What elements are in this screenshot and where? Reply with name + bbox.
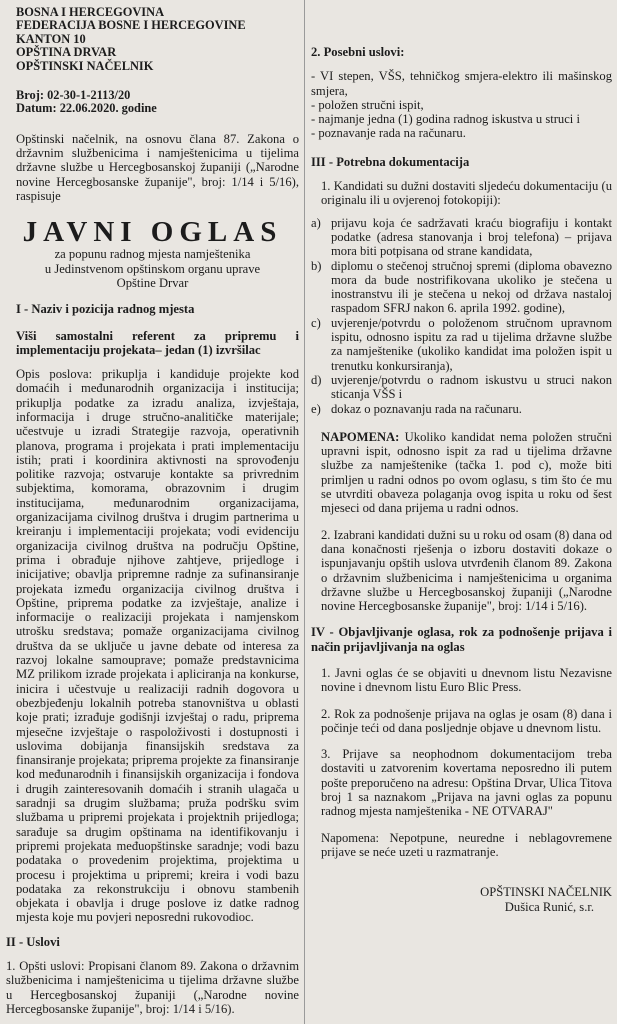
section-heading: IV - Objavljivanje oglasa, rok za podnošenje prijava i način prijavljivanja na oglas (311, 625, 612, 654)
notice-subtitle: Opštine Drvar (116, 275, 189, 290)
signature-name: Dušica Runić, s.r. (504, 899, 594, 914)
header-line: OPŠTINA DRVAR (16, 45, 117, 60)
section-heading: III - Potrebna dokumentacija (311, 154, 470, 169)
submission-paragraph: 3. Prijave sa neophodnom dokumentacijom treba dostaviti u zatvorenim kovertama neposredno ili putem pošte preporučeno na adresu: Opština Drvar, Ulica Titova broj 1 sa naznakom „Prijava na javni oglas za popunu radnog mjesta namještenika - NE OTVARAJ" (321, 747, 612, 819)
documents-list (311, 216, 612, 416)
list-item: - VI stepen, VŠS, tehničkog smjera-elektro ili mašinskog smjera, (311, 69, 612, 98)
header-line: FEDERACIJA BOSNE I HERCEGOVINE (16, 18, 246, 33)
list-item: - poznavanje rada na računaru. (311, 126, 466, 141)
special-conditions-heading: 2. Posebni uslovi: (311, 45, 405, 59)
special-conditions-list (311, 69, 612, 140)
list-item: - položen stručni ispit, (311, 97, 424, 112)
list-item: - najmanje jedna (1) godina radnog iskustva u struci i (311, 112, 580, 127)
list-item: c) uvjerenje/potvrdu o položenom stručnom upravnom ispitu, odnosno ispitu za rad u tijelima državne službe za namještenike (ukoliko kandidat ima položen ispit u trenutku konkursiranja), (311, 315, 612, 373)
intro-paragraph: Opštinski načelnik, na osnovu člana 87. Zakona o državnim službenicima i namještenicima u tijelima državne službe u Hercegbosanskoj županiji („Narodne novine Hercegbosanske županije", broj: 1/14 i 5/16), raspisuje (16, 131, 299, 204)
signature-block (311, 885, 612, 914)
publication-paragraph: 1. Javni oglas će se objaviti u dnevnom listu Nezavisne novine i dnevnom listu Euro Blic Press. (321, 665, 612, 695)
napomena-text: Ukoliko kandidat nema položen stručni upravni ispit, odnosno ispit za rad u tijelima državne službe za namještenike (tačka 1. pod c), može biti primljen u radni odnos po ovom oglasu, s tim što će mu se utvrditi obaveza polaganja ovog ispita u roku od šest mjeseci od dana prijema u radni odnos. (321, 429, 612, 516)
list-item: a) prijavu koja će sadržavati kraću biografiju i kontakt podatke (adresa stanovanja i broj telefona) – prijava mora biti potpisana od strane kandidata, (311, 215, 612, 259)
note-paragraph: Napomena: Nepotpune, neuredne i neblagovremene prijave se neće uzeti u razmatranje. (321, 830, 612, 859)
notice-subtitle: u Jedinstvenom opštinskom organu uprave (44, 261, 261, 276)
header-line: BOSNA I HERCEGOVINA (16, 5, 165, 19)
napomena-label: NAPOMENA: (321, 429, 400, 444)
header-line: OPŠTINSKI NAČELNIK (16, 58, 154, 73)
list-item: e) dokaz o poznavanju rada na računaru. (311, 401, 522, 416)
evidence-paragraph: 2. Izabrani kandidati dužni su u roku od osam (8) dana od dana konačnosti rješenja o izboru dostaviti dokaze o ispunjavanju opštih uslova utvrđenih članom 89. Zakona o državnim službenicima i namještenicima u organima državne službe u Hercegbosanskoj županiji („Narodne novine Hercegbosanske županije", broj: 1/14 i 5/16). (321, 527, 612, 614)
general-conditions: 1. Opšti uslovi: Propisani članom 89. Zakona o državnim službenicima i namještenicima u tijelima državne službe u Hercegbosanskoj županiji („Narodne novine Hercegbosanske županije", broj: 1/14 i 5/16). (6, 958, 299, 1016)
section-heading: II - Uslovi (6, 934, 60, 949)
napomena-paragraph (311, 430, 612, 516)
list-item: b) diplomu o stečenoj stručnoj spremi (diploma obavezno mora da bude nostrifikovana ukoliko je stečena u inostranstvu ili je stečena u nekoj od država nastaloj raspadom SFRJ nakon 6. aprila 1992. godine), (311, 258, 612, 316)
job-duties: Opis poslova: prikuplja i kandiduje projekte kod domaćih i međunarodnih organizacija i institucija; prikuplja podatke za izradu analiza, izvještaja, informacija i druge stručno-analitičke materijale; učestvuje u izradi Strategije razvoja, operativnih planova, programa i projekata i prati implementaciju istih; prati i koordinira aktivnosti na sprovođenju politike razvoja; ostvaruje kontakte sa privrednim subjektima, komorama, obrazovnim i drugim institucijama, međunarodnim organizacijama, organizacijama civilnog društva i drugim partnerima u kreiranju i implementaciji projekata; vodi evidenciju organizacija civilnog društva na području Opštine, prima i obrađuje njihove zahtjeve, prijedloge i inicijative; obavlja pripremne radnje za sufinansiranje projekata između organizacija civilnog društva i Opštine, priprema podatke za izvještaje, analize i informacije o realizaciji projekata i namjenskom utrošku sredstava; pomaže organizacijama civilnog društva da se uključe u javne debate od interesa za razvoj lokalne samouprave; pomaže predstavnicima MZ prilikom izrade projekata i apliciranja na konkurse, inicira i učestvuje u realizaciji radnih dogovora u obezbjeđenju lokalnih potreba stanovništva u oblasti koje prati; izrađuje godišnji izvještaj o radu, priprema mjesečne izvještaje o raspoloživosti i dostupnosti i uslovima dobijanja finansijskih sredstava za finansiranje projekata; priprema projekte za finansiranje kod međunarodnih i finansijskih organizacija i fondova i drugih zainteresovanih domaćih i stranih ulagača u saradnji sa drugim službama; pruža podršku svim službama u pripremi projekata i projektnih prijedloga; sarađuje sa drugim opštinama na identifikovanju i pripremi projekata međuopštinske saradnje; vodi bazu podataka o provedenim projektima, projektima u procesu i projektima u pripremi; kreira i vodi bazu podataka za rekonstrukciju i obnovu stambenih objekata i obavlja i druge poslove iz datke radnog mjesta koje mu povjeri neposredni rukovodioc. (16, 367, 299, 925)
document-date: Datum: 22.06.2020. godine (16, 101, 157, 116)
list-item: d) uvjerenje/potvrdu o radnom iskustvu u struci nakon sticanja VŠS i (311, 372, 612, 402)
position-title: Viši samostalni referent za pripremu i implementaciju projekata– jedan (1) izvršilac (16, 328, 299, 357)
document-number: Broj: 02-30-1-2113/20 (16, 88, 131, 103)
letterhead (6, 6, 299, 116)
section-heading: I - Naziv i pozicija radnog mjesta (16, 302, 195, 317)
notice-subtitle: za popunu radnog mjesta namještenika (54, 247, 251, 262)
left-column (6, 0, 299, 1016)
signature-title: OPŠTINSKI NAČELNIK (480, 885, 612, 900)
deadline-paragraph: 2. Rok za podnošenje prijava na oglas je osam (8) dana i počinje teći od dana posljednje objave u dnevnom listu. (321, 706, 612, 735)
notice-title: JAVNI OGLAS (22, 216, 283, 249)
right-column (311, 0, 612, 914)
header-line: KANTON 10 (16, 31, 86, 46)
column-divider (304, 0, 305, 1024)
documents-intro: 1. Kandidati su dužni dostaviti sljedeću dokumentaciju (u originalu ili u ovjerenoj fotokopiji): (321, 179, 612, 208)
